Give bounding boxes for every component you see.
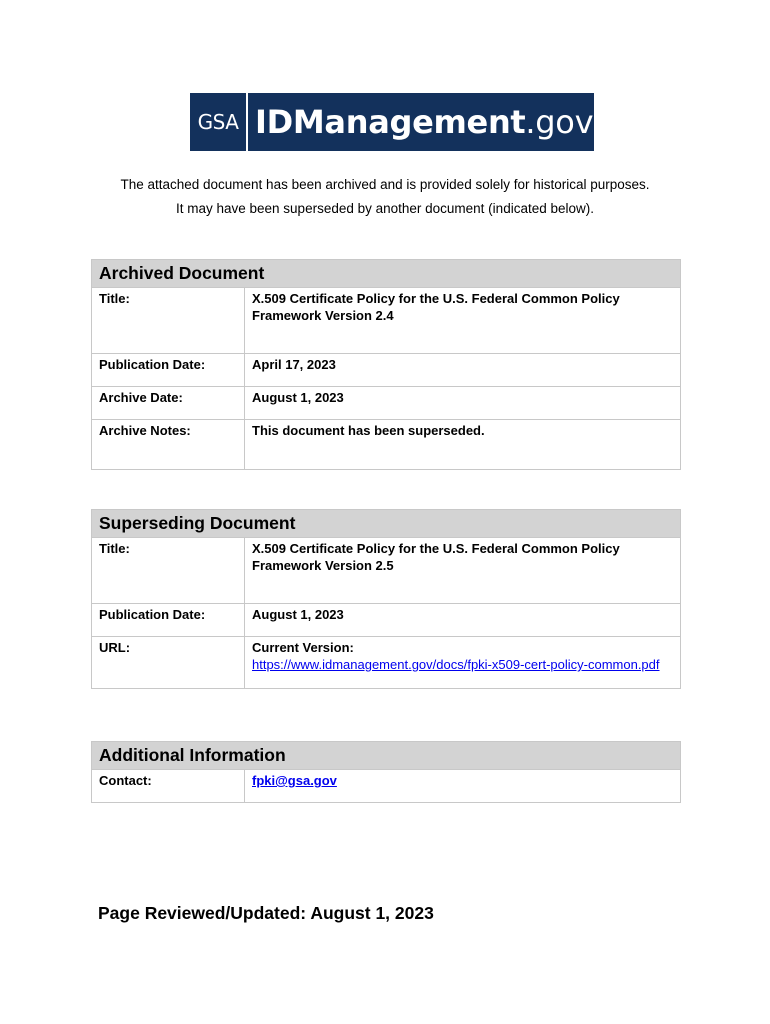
idmanagement-logo xyxy=(190,93,594,151)
archived-document-heading: Archived Document xyxy=(92,260,681,288)
archived-title-label: Title: xyxy=(92,288,245,354)
archived-title-value: X.509 Certificate Policy for the U.S. Federal Common Policy Framework Version 2.4 xyxy=(245,288,681,354)
archived-pub-date-label: Publication Date: xyxy=(92,354,245,387)
current-version-caption: Current Version: xyxy=(252,640,354,655)
archive-date-label: Archive Date: xyxy=(92,387,245,420)
logo-wordmark xyxy=(248,103,593,141)
superseding-title-label: Title: xyxy=(92,538,245,604)
archive-notes-label: Archive Notes: xyxy=(92,420,245,470)
superseding-url-link[interactable]: https://www.idmanagement.gov/docs/fpki-x509-cert-policy-common.pdf xyxy=(252,657,660,672)
superseding-document-table xyxy=(91,509,681,689)
page-reviewed-footer: Page Reviewed/Updated: August 1, 2023 xyxy=(98,903,434,923)
logo-brand: IDManagement xyxy=(255,103,526,141)
superseding-pub-date-value: August 1, 2023 xyxy=(245,604,681,637)
url-label: URL: xyxy=(92,637,245,689)
archived-document-table xyxy=(91,259,681,470)
superseding-document-heading: Superseding Document xyxy=(92,510,681,538)
archive-notes-value: This document has been superseded. xyxy=(245,420,681,470)
archive-notice-line1: The attached document has been archived and is provided solely for historical purposes. xyxy=(120,177,650,192)
logo-tld: .gov xyxy=(525,103,594,141)
archive-notice xyxy=(120,176,650,224)
archive-date-value: August 1, 2023 xyxy=(245,387,681,420)
url-cell xyxy=(245,637,681,689)
contact-cell xyxy=(245,770,681,803)
superseding-title-value: X.509 Certificate Policy for the U.S. Federal Common Policy Framework Version 2.5 xyxy=(245,538,681,604)
gsa-logo-mark: GSA xyxy=(190,93,248,151)
contact-email-link[interactable]: fpki@gsa.gov xyxy=(252,773,337,788)
archived-pub-date-value: April 17, 2023 xyxy=(245,354,681,387)
additional-information-heading: Additional Information xyxy=(92,742,681,770)
additional-information-table xyxy=(91,741,681,803)
contact-label: Contact: xyxy=(92,770,245,803)
superseding-pub-date-label: Publication Date: xyxy=(92,604,245,637)
archive-notice-line2: It may have been superseded by another document (indicated below). xyxy=(175,201,594,216)
